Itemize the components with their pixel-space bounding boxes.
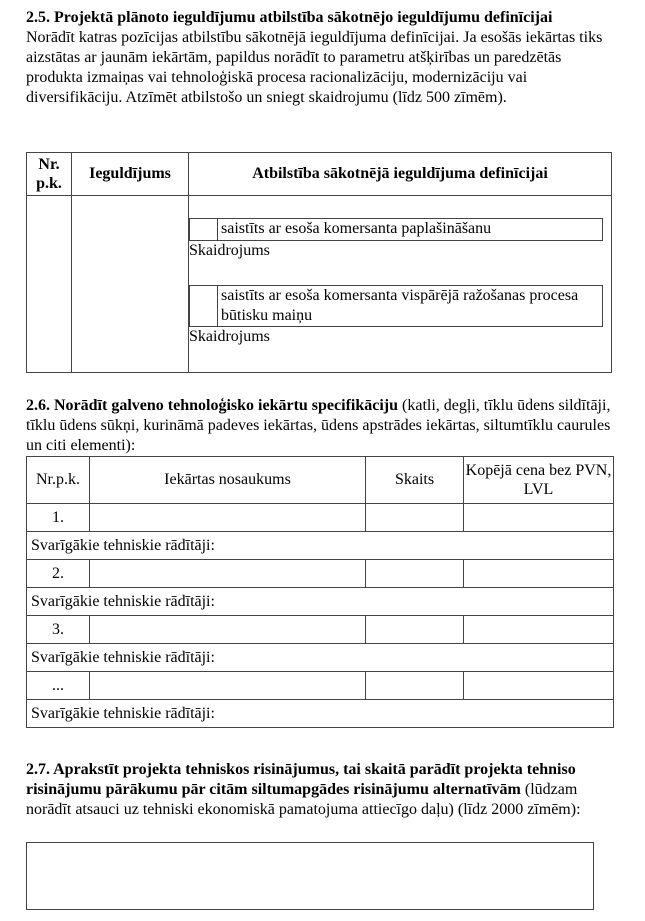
row-number: 1.: [27, 504, 90, 532]
section-2-7: [26, 760, 616, 820]
price-cell[interactable]: [464, 504, 614, 532]
equipment-name-cell[interactable]: [90, 672, 366, 700]
col-header-price: Kopējā cena bez PVN, LVL: [464, 457, 614, 504]
quantity-cell[interactable]: [366, 504, 464, 532]
quantity-cell[interactable]: [366, 672, 464, 700]
option-process-change-label: saistīts ar esoša komersanta vispārējā ražošanas procesa būtisku maiņu: [221, 287, 579, 324]
option-expansion-checkbox[interactable]: [190, 219, 218, 240]
section-2-6-heading: 2.6. Norādīt galveno tehnoloģisko iekārtu specifikāciju: [26, 397, 399, 414]
price-cell[interactable]: [464, 616, 614, 644]
option-expansion-box: [189, 218, 603, 241]
investment-compliance-table: [26, 152, 612, 373]
row-number: 2.: [27, 560, 90, 588]
quantity-cell[interactable]: [366, 560, 464, 588]
col-header-investment: Ieguldījums: [72, 153, 189, 196]
col-header-equipment-name: Iekārtas nosaukums: [90, 457, 366, 504]
equipment-name-cell[interactable]: [90, 616, 366, 644]
col-header-nr: Nr.p.k.: [27, 457, 90, 504]
equipment-name-cell[interactable]: [90, 560, 366, 588]
row-number: 3.: [27, 616, 90, 644]
investment-cell[interactable]: [72, 196, 189, 373]
equipment-spec-table: [26, 456, 614, 728]
definition-cell: [189, 196, 612, 373]
col-header-quantity: Skaits: [366, 457, 464, 504]
tech-params-row[interactable]: Svarīgākie tehniskie rādītāji:: [27, 700, 614, 728]
section-2-5-heading: 2.5. Projektā plānoto ieguldījumu atbilstība sākotnējo ieguldījumu definīcijai: [26, 9, 553, 26]
section-2-7-heading: 2.7. Aprakstīt projekta tehniskos risinājumus, tai skaitā parādīt projekta tehniso risinājumu pārākumu pār citām siltumapgādes risinājumu alternatīvām: [26, 761, 576, 798]
section-2-7-instructions: (lūdzam norādīt atsauci uz tehniski ekonomiskā pamatojuma attiecīgo daļu) (līdz 2000 zīmēm):: [26, 781, 581, 818]
option-process-change-box: [189, 285, 603, 327]
explain-label-2: Skaidrojums: [189, 328, 270, 345]
explain-label-1: Skaidrojums: [189, 242, 270, 259]
section-2-5-instructions: Norādīt katras pozīcijas atbilstību sākotnējā ieguldījuma definīcijai. Ja esošās iekārtas tiks aizstātas ar jaunām iekārtām, papildus norādīt to parametru atšķirības un paredzētās produkta izmaiņas vai tehnoloģiskā procesa racionalizāciju, modernizāciju vai diversifikāciju. Atzīmēt atbilstošo un sniegt skaidrojumu (līdz 500 zīmēm).: [26, 29, 603, 106]
option-process-change-checkbox[interactable]: [190, 286, 218, 326]
price-cell[interactable]: [464, 672, 614, 700]
option-expansion-label: saistīts ar esoša komersanta paplašināšanu: [221, 220, 492, 237]
technical-solutions-textarea[interactable]: [26, 842, 594, 910]
section-2-6: [26, 396, 616, 456]
tech-params-row[interactable]: Svarīgākie tehniskie rādītāji:: [27, 588, 614, 616]
equipment-name-cell[interactable]: [90, 504, 366, 532]
row-number: ...: [27, 672, 90, 700]
col-header-nr: Nr. p.k.: [27, 153, 72, 196]
section-2-5: [26, 8, 616, 108]
quantity-cell[interactable]: [366, 616, 464, 644]
tech-params-row[interactable]: Svarīgākie tehniskie rādītāji:: [27, 532, 614, 560]
section-2-6-instructions: (katli, degļi, tīklu ūdens sildītāji, tīklu ūdens sūkņi, kurināmā padeves iekārtas, ūdens apstrādes iekārtas, siltumtīklu caurules un citi elementi):: [26, 397, 611, 454]
col-header-definition: Atbilstība sākotnējā ieguldījuma definīcijai: [189, 153, 612, 196]
tech-params-row[interactable]: Svarīgākie tehniskie rādītāji:: [27, 644, 614, 672]
nr-cell[interactable]: [27, 196, 72, 373]
price-cell[interactable]: [464, 560, 614, 588]
